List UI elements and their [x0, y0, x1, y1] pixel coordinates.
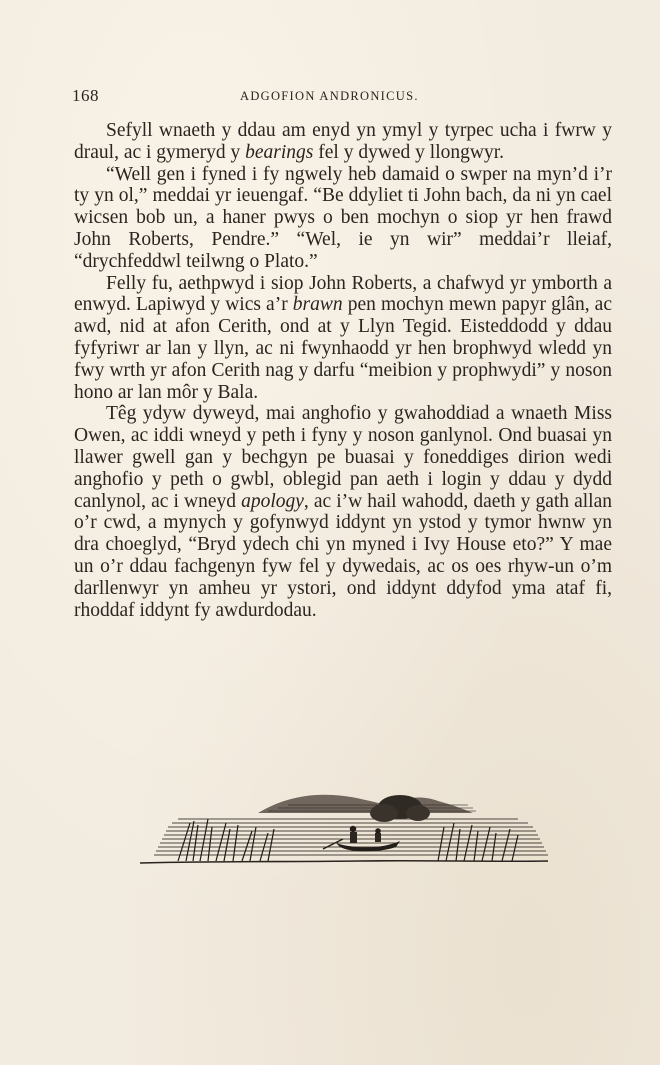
paragraph — [74, 120, 612, 164]
text-run: Sefyll wnaeth y ddau am enyd yn ymyl y tyrpec ucha i fwrw y draul, ac i gymeryd y — [74, 120, 612, 163]
italic-text-run: apology — [241, 490, 304, 512]
paragraph — [74, 273, 612, 404]
running-head: ADGOFION ANDRONICUS. — [240, 89, 419, 103]
page-header — [72, 86, 612, 110]
italic-text-run: bearings — [245, 141, 314, 163]
paragraph — [74, 403, 612, 621]
text-run: Felly fu, aethpwyd i siop John Roberts, a chafwyd yr ymborth a enwyd. Lapiwyd y wics a’r — [74, 272, 612, 316]
text-run: pen mochyn mewn papyr glân, ac awd, nid at afon Cerith, ond at y Llyn Tegid. Eisteddodd y ddau fyfyriwr ar lan y llyn, ac ni fwynhaodd yr hen brophwyd wledd yn fwy wrth yr afon Cerith nag y darfu “meibion y prophwydi” y noson hono ar lan môr y Bala. — [74, 294, 612, 403]
text-run: “Well gen i fyned i fy ngwely heb damaid o swper na myn’d i’r ty yn ol,” meddai yr ieuengaf. “Be ddyliet ti John bach, da ni yn cael wicsen bob un, a haner pwys o ben mochyn o siop yr hen frawd John Roberts, Pendre.” “Wel, ie yn wir” meddai’r lleiaf, “drychfeddwl teilwng o Plato.” — [74, 163, 612, 272]
text-run: fel y dywed y llongwyr. — [313, 141, 505, 163]
paragraph — [74, 164, 612, 273]
text-run: Têg ydyw dyweyd, mai anghofio y gwahoddiad a wnaeth Miss Owen, ac iddi wneyd y peth i fyny y noson ganlynol. Ond buasai yn llawer gwell gan y bechgyn pe buasai y foneddiges dirion wedi anghofio y peth o gwbl, oblegid pan aeth i login y ddau y dydd canlynol, ac i wneyd — [74, 403, 612, 512]
text-run: , ac i’w hail wahodd, daeth y gath allan o’r cwd, a mynych y gofynwyd iddynt yn ystod y tymor hwnw yn dra choeglyd, “Bryd ydech chi yn myned i Ivy House eto?” Y mae un o’r ddau fachgenyn fyw fel y dywedais, ac os oes rhyw-un o’m darllenwyr yn amheu yr ystori, ond iddynt ddyfod yma ataf fi, rhoddaf iddynt fy awdurdodau. — [74, 490, 612, 621]
italic-text-run: brawn — [292, 294, 343, 316]
page-number: 168 — [72, 86, 99, 105]
body-text — [74, 120, 612, 621]
lake-boat-vignette-icon — [138, 783, 550, 867]
